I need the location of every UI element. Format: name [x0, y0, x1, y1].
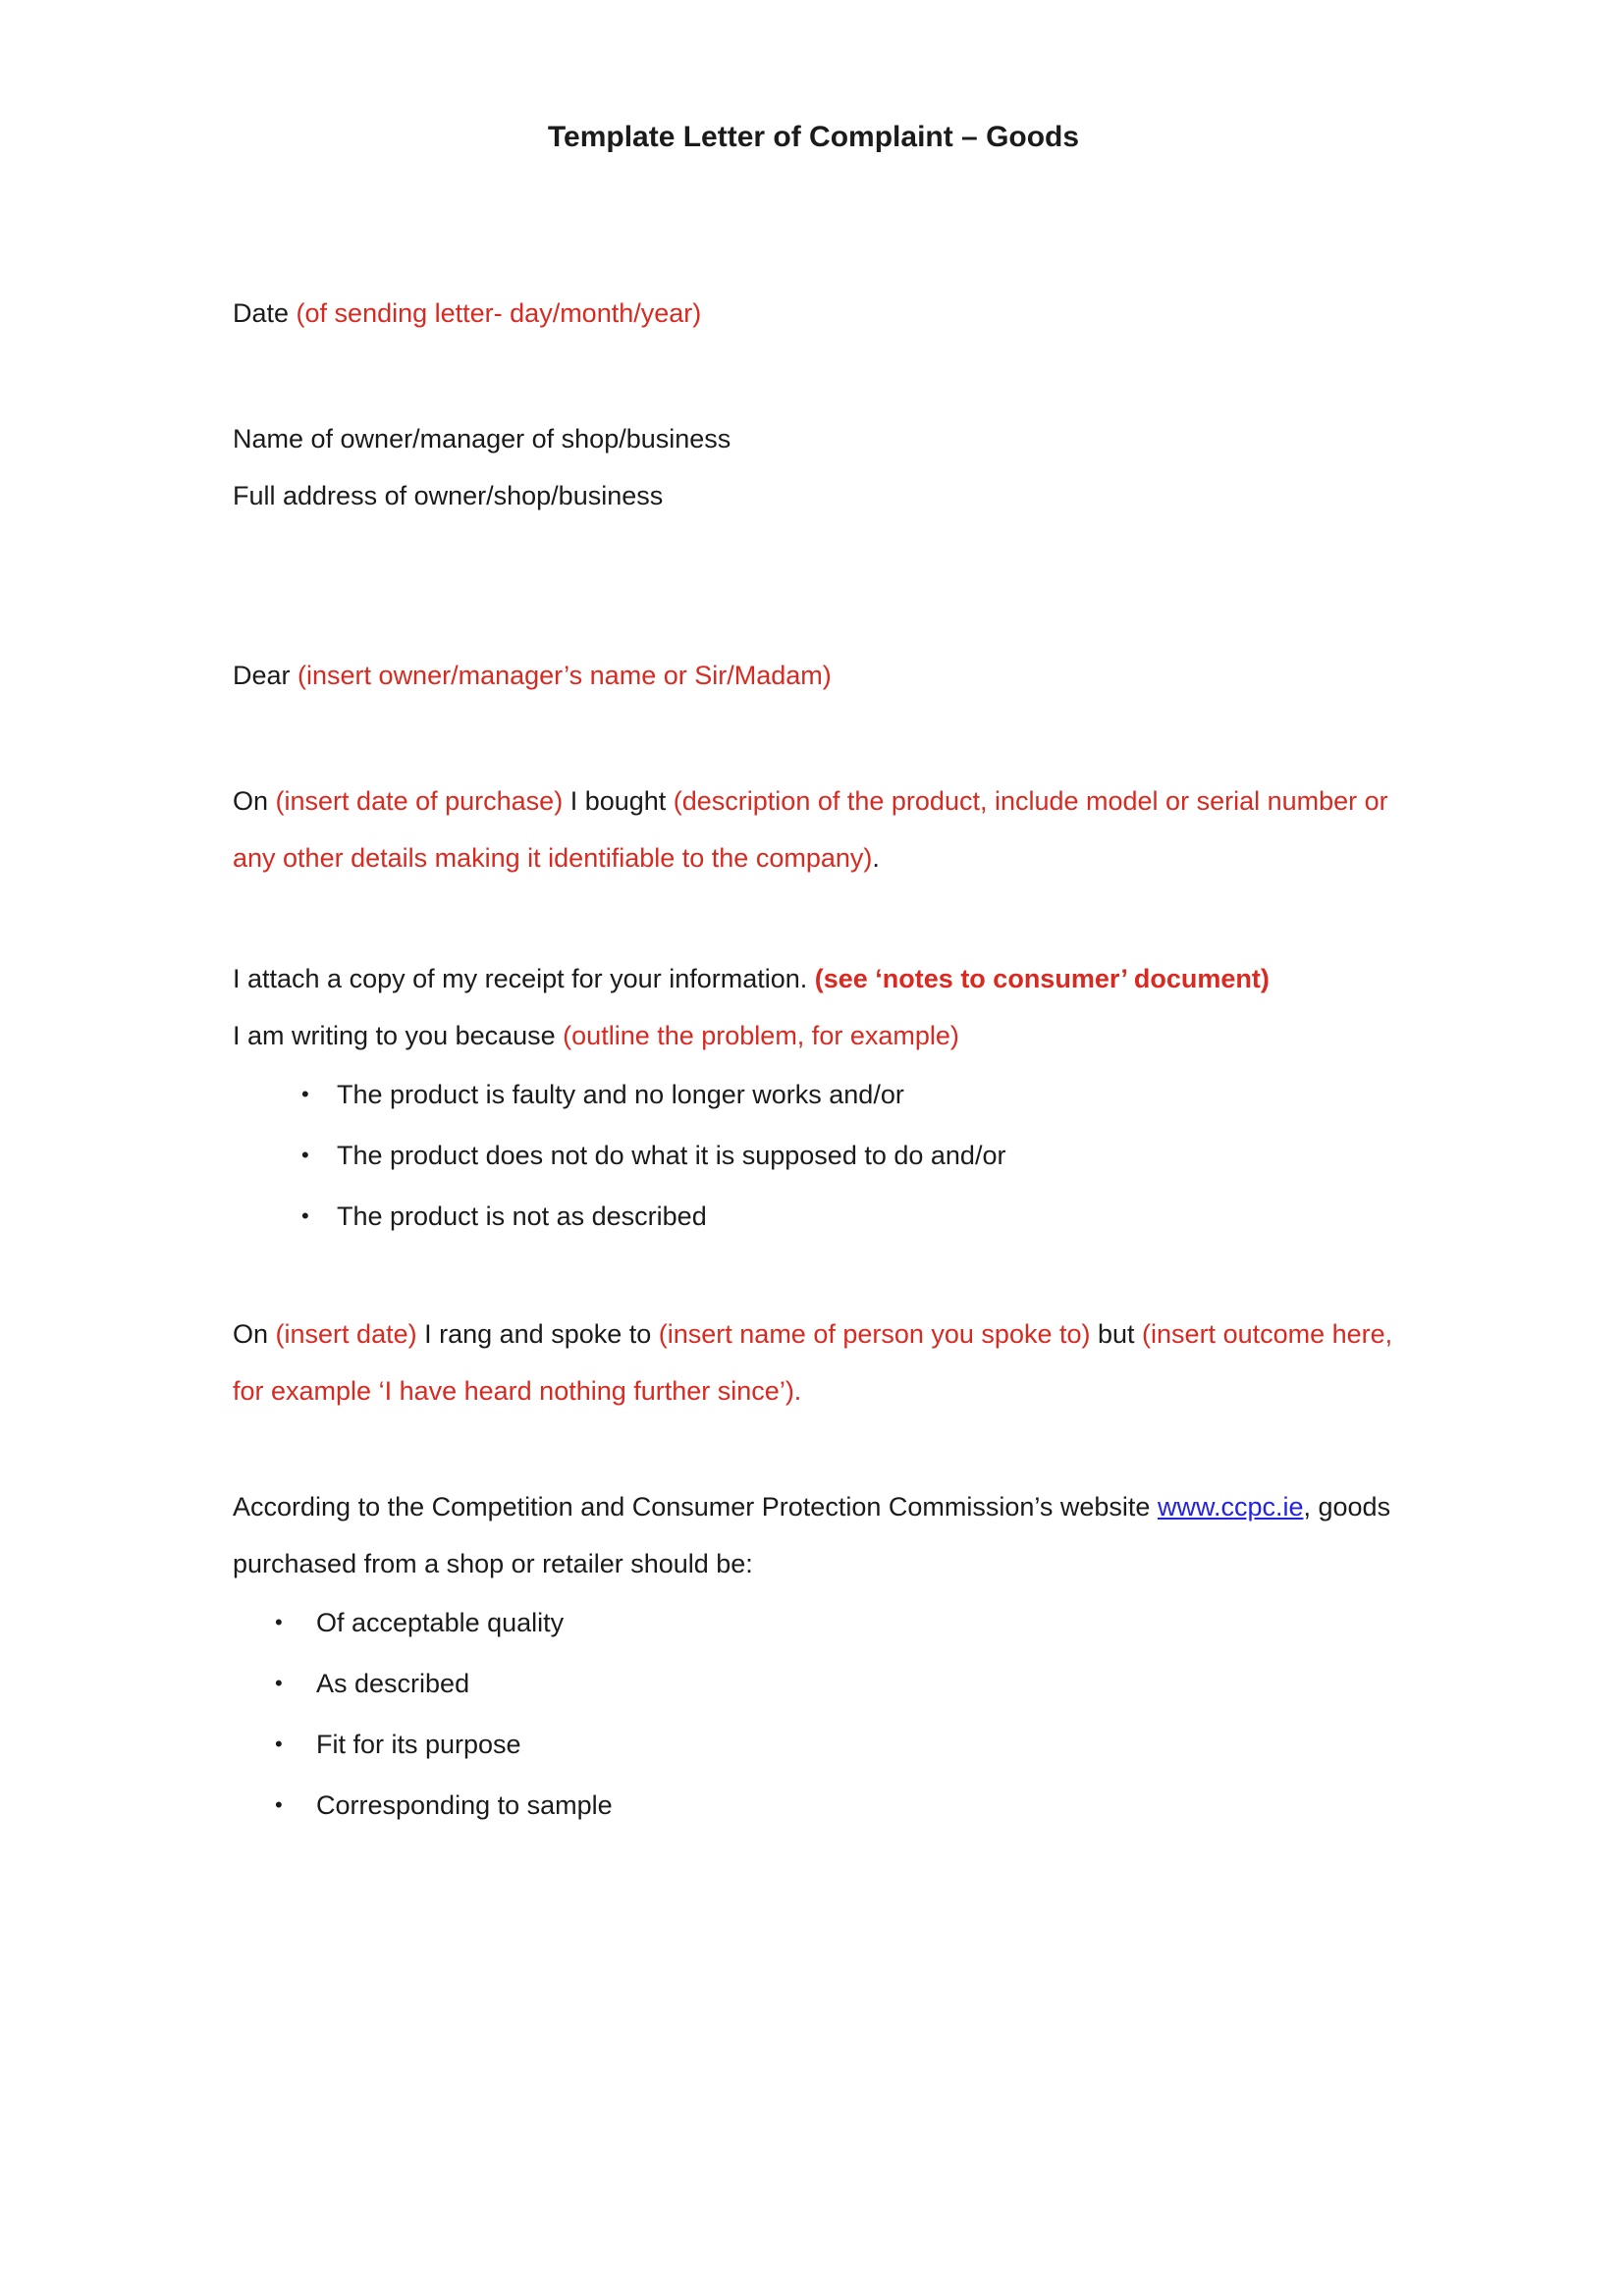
requirement-bullet-list — [233, 1592, 1394, 1836]
text-run: I am writing to you because — [233, 1021, 564, 1050]
placeholder-run: (description of the product, include model or serial number or any other details making it identifiable to the company) — [233, 786, 1388, 873]
list-item-text: The product does not do what it is supposed to do and/or — [337, 1141, 1006, 1170]
list-item — [233, 1186, 1394, 1247]
text-run: On — [233, 786, 276, 816]
list-item — [233, 1714, 1394, 1775]
para-rang — [233, 1306, 1394, 1419]
recipient-name-line: Name of owner/manager of shop/business — [233, 424, 731, 454]
list-item-text: As described — [316, 1669, 470, 1698]
list-item-text: Of acceptable quality — [316, 1608, 565, 1637]
bullet-icon: • — [275, 1671, 283, 1695]
para-purchase — [233, 773, 1394, 886]
note-run: (see ‘notes to consumer’ document) — [814, 964, 1270, 993]
placeholder-run: (insert date) — [275, 1319, 417, 1349]
list-item-text: Fit for its purpose — [316, 1730, 521, 1759]
text-run: . — [872, 843, 880, 873]
placeholder-run: (insert name of person you spoke to) — [658, 1319, 1091, 1349]
list-item — [233, 1592, 1394, 1653]
text-run: I rang and spoke to — [416, 1319, 659, 1349]
problem-bullet-list — [233, 1064, 1394, 1247]
bullet-icon: • — [301, 1203, 309, 1228]
text-run: On — [233, 1319, 276, 1349]
bullet-icon: • — [275, 1792, 283, 1817]
placeholder-run: (insert owner/manager’s name or Sir/Madam) — [298, 661, 832, 690]
para-writing — [233, 1007, 1394, 1064]
para-date — [233, 285, 1394, 342]
list-item — [233, 1125, 1394, 1186]
list-item — [233, 1064, 1394, 1125]
text-run: Dear — [233, 661, 298, 690]
text-run: According to the Competition and Consumer Protection Commission’s website — [233, 1492, 1158, 1522]
placeholder-run: (insert date of purchase) — [275, 786, 564, 816]
text-run: but — [1090, 1319, 1143, 1349]
bullet-icon: • — [275, 1610, 283, 1634]
para-recipient — [233, 410, 1394, 524]
para-salutation — [233, 647, 1394, 704]
placeholder-run: (of sending letter- day/month/year) — [296, 298, 702, 328]
recipient-address-line: Full address of owner/shop/business — [233, 481, 664, 510]
ccpc-link[interactable]: www.ccpc.ie — [1157, 1492, 1304, 1522]
list-item — [233, 1775, 1394, 1836]
text-run: I bought — [563, 786, 674, 816]
text-run: , goods purchased from a shop or retailer should be: — [233, 1492, 1391, 1578]
list-item-text: Corresponding to sample — [316, 1790, 613, 1820]
bullet-icon: • — [301, 1143, 309, 1167]
text-run: Date — [233, 298, 297, 328]
bullet-icon: • — [275, 1732, 283, 1756]
text-run: I attach a copy of my receipt for your information. — [233, 964, 815, 993]
placeholder-run: (insert outcome here, for example ‘I have heard nothing further since’). — [233, 1319, 1393, 1406]
placeholder-run: (outline the problem, for example) — [563, 1021, 959, 1050]
list-item-text: The product is faulty and no longer works and/or — [337, 1080, 904, 1109]
para-according — [233, 1478, 1394, 1592]
list-item-text: The product is not as described — [337, 1201, 707, 1231]
document-title: Template Letter of Complaint – Goods — [547, 121, 1080, 153]
list-item — [233, 1653, 1394, 1714]
para-attach — [233, 950, 1394, 1007]
bullet-icon: • — [301, 1082, 309, 1106]
